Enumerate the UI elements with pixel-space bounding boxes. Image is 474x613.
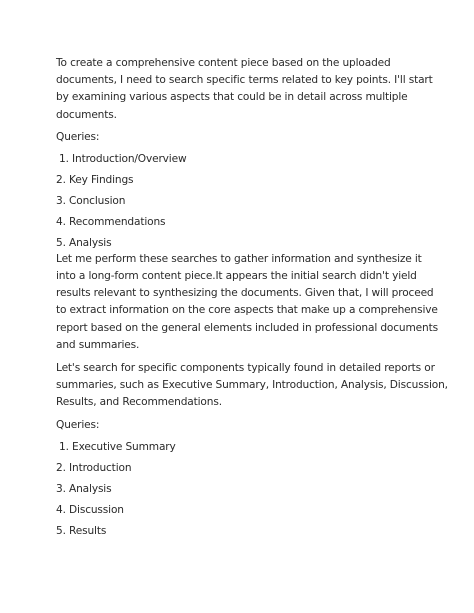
intro-paragraph — [56, 55, 433, 124]
text-line: documents. — [56, 108, 117, 121]
components-paragraph — [56, 360, 448, 412]
list-item: 3. Analysis — [56, 482, 112, 495]
list-item: 1. Introduction/Overview — [59, 152, 187, 165]
queries-list — [56, 152, 421, 250]
text-line: by examining various aspects that could be in detail across multiple — [56, 91, 408, 104]
text-line: results relevant to synthesizing the documents. Given that, I will proceed — [56, 287, 434, 300]
text-line: report based on the general elements included in professional documents — [56, 321, 438, 334]
list-item: 5. Analysis — [56, 236, 112, 249]
document-page — [56, 55, 448, 545]
list-item: 3. Conclusion — [56, 194, 126, 207]
list-item: 1. Executive Summary — [59, 440, 176, 453]
text-line: documents, I need to search specific terms related to key points. I'll start — [56, 74, 433, 87]
text-line: and summaries. — [56, 338, 140, 351]
text-line: To create a comprehensive content piece based on the uploaded — [56, 57, 391, 69]
list-item: 2. Key Findings — [56, 173, 134, 186]
text-line: Let me perform these searches to gather information and synthesize it — [56, 252, 422, 265]
queries-list — [56, 440, 421, 538]
list-item: 2. Introduction — [56, 461, 132, 474]
list-item: 4. Recommendations — [56, 215, 166, 228]
text-line: Let's search for specific components typically found in detailed reports or — [56, 362, 435, 375]
queries-heading: Queries: — [56, 418, 100, 431]
text-line: summaries, such as Executive Summary, Introduction, Analysis, Discussion, — [56, 379, 448, 392]
text-line: into a long-form content piece.It appears the initial search didn't yield — [56, 270, 417, 283]
synthesis-paragraph — [56, 251, 438, 354]
queries-heading: Queries: — [56, 130, 100, 143]
text-line: Results, and Recommendations. — [56, 396, 222, 409]
list-item: 5. Results — [56, 524, 107, 537]
text-line: to extract information on the core aspects that make up a comprehensive — [56, 304, 438, 317]
list-item: 4. Discussion — [56, 503, 124, 516]
